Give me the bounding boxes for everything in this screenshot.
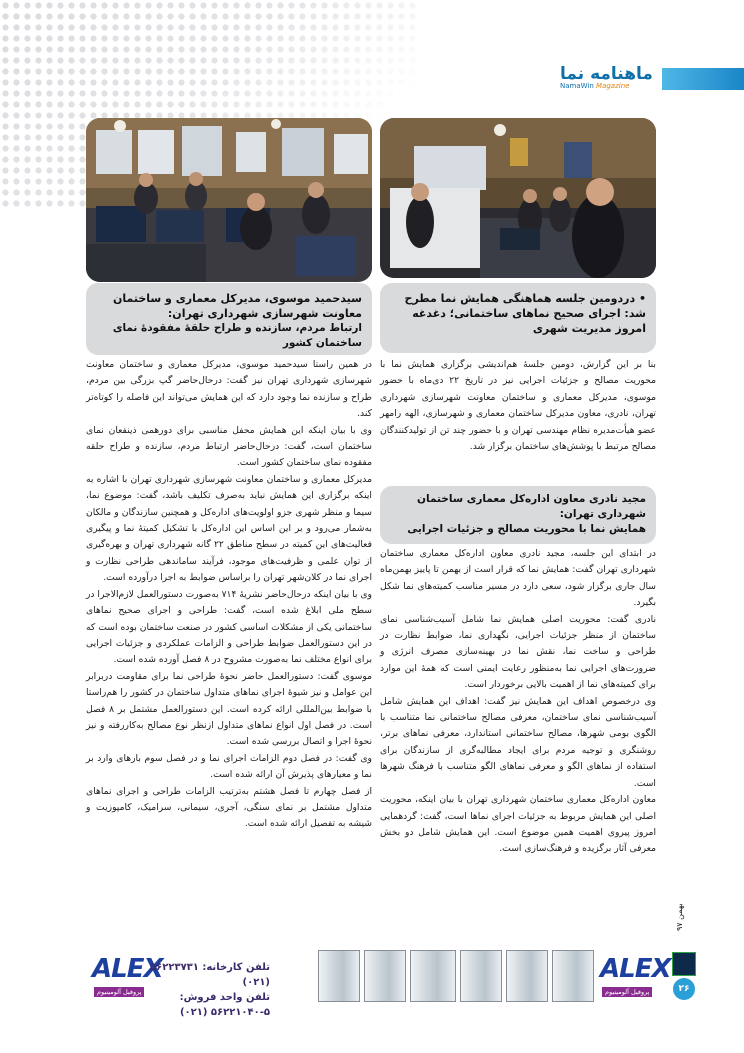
paragraph: وی در‌خصوص اهداف این همایش نیز گفت: اهداف این همایش شامل آسیب‌شناسی نمای ساختمان، معرفی مصالح ساختمانی نما متناسب با الگوی بومی شهرها، مصالح ساختمانی استاندارد، معرفی نماهای برتر، روشنگری و توجیه مردم برای ایجاد مطالبه‌گری از سازندگان برای استفاده از نماهای الگو و معرفی نماهای الگو متناسب با فرهنگ شهرها است. <box>380 695 656 789</box>
meeting-photo-left <box>86 118 372 282</box>
contact-phones <box>150 960 270 1020</box>
photo-caption-right <box>380 283 656 353</box>
caption-left-line1: سید‌حمید موسوی، مدیر‌کل معماری و ساختمان معاونت شهرسازی شهرداری تهران: <box>112 292 362 320</box>
paragraph: در همین راستا سید‌حمید موسوی، مدیر‌کل معماری و ساختمان معاونت شهرسازی شهرداری تهران نیز گفت: در‌حال‌حاضر گپ بزرگی بین مردم، طراح و سازنده نما وجود دارد که این همایش می‌تواند این فاصله را کوتاه‌تر کند. <box>86 359 372 420</box>
article-column-right-top <box>380 357 656 455</box>
brand-sub-right: پروفیل آلومینیوم <box>602 987 652 997</box>
paragraph: از فصل چهارم تا فصل هشتم به‌ترتیب الزامات طراحی و اجرای نماهای متداول مشتمل بر نمای سنگی، آجری، سیمانی، سرامیک، کامپوزیت و شیشه به تفصیل ارائه شده است. <box>86 785 372 830</box>
paragraph: نادری گفت: محوریت اصلی همایش نما شامل آسیب‌شناسی نمای ساختمان از منظر جزئیات اجرایی، نگهداری نما، ضوابط نظارت در طراحی و ساخت نما، نقش نما در بهینه‌سازی مصرف انرژی و ضرورت‌های اجرایی نما به‌منظور رعایت ایمنی است که همۀ این موارد برای کمیته‌های نما از اهمیت بالایی برخوردار است. <box>380 613 656 691</box>
article-column-left <box>86 357 372 833</box>
caption-right-line1: • در‌دومین جلسه هماهنگی همایش نما مطرح شد: اجرای صحیح نماهای ساختمانی؛ دغدغه امروز مدیریت شهری <box>404 292 646 335</box>
paragraph: در ابتدای این جلسه، مجید نادری معاون اداره‌کل معماری ساختمان شهرداری تهران گفت: همایش نما که قرار است از بهمن تا پاییز بهمن‌ماه سال جاری برگزار شود، سعی دارد در مسیر مناسب کمیته‌های نما شکل بگیرد. <box>380 548 656 609</box>
magazine-word: Magazine <box>596 82 630 90</box>
photo-caption-left <box>86 283 372 355</box>
section-subhead <box>380 486 656 544</box>
magazine-title: ماهنامه نما <box>560 64 653 84</box>
paragraph: وی گفت: در فصل دوم الزامات اجرای نما و در فصل سوم بارهای وارد بر نما و معیارهای پذیرش آن ارائه شده است. <box>86 752 372 781</box>
caption-left-line2: ارتباط مردم، سازنده و طراح حلقۀ مفقودۀ نمای ساختمان کشور <box>112 322 362 349</box>
site-label: NamaWin <box>560 82 594 90</box>
brand-logo-left: ALEX <box>92 954 163 984</box>
magazine-header <box>520 64 744 94</box>
subhead-line1: مجید نادری معاون اداره‌کل معماری ساختمان شهرداری تهران: <box>417 493 646 520</box>
meeting-photo-right <box>380 118 656 278</box>
window-profile-image <box>318 950 360 1002</box>
paragraph: معاون اداره‌کل معماری ساختمان شهرداری تهران با بیان اینکه، محوریت اصلی این همایش مربوط به جزئیات اجرای نماها است، گفت: گردهمایی امروز پیروی اهمیت همین موضوع است. این همایش شامل دو بخش معرفی آثار برگزیده و فرهنگ‌سازی است. <box>380 794 656 855</box>
factory-phone: تلفن کارخانه: ۵۶۲۲۳۷۳۱ (۰۲۱) <box>150 962 270 988</box>
window-profile-image <box>364 950 406 1002</box>
brand-logo-right: ALEX <box>600 954 671 984</box>
magazine-subtitle <box>560 82 629 90</box>
brand-sub-left: پروفیل آلومینیوم <box>94 987 144 997</box>
header-color-bar <box>662 68 744 90</box>
paragraph: وی با بیان اینکه در‌حال‌حاضر نشریۀ ۷۱۴ به‌صورت دستورالعمل لازم‌الاجرا در سطح ملی ابلاغ شده است، گفت: طراحی و اجرای صحیح نماهای ساختمانی یکی از مشکلات اساسی کشور در صنعت ساختمان بوده است که در این دستورالعمل ضوابط طراحی و الزامات عملکردی و جزئیات اجرایی برای انواع مختلف نما به‌صورت مشروح در ۸ فصل آورده شده است. <box>85 588 372 666</box>
paragraph: بنا بر این گزارش، دومین جلسۀ هم‌اندیشی برگزاری همایش نما با محوریت مصالح و جزئیات اجرایی نیز در تاریخ ۲۲ دی‌ماه با حضور موسوی، مدیرکل معماری و ساختمان معاونت شهرسازی شهرداری تهران، نادری، معاون مدیر‌کل ساختمان معماری و شهرسازی، الهه رامهر عضو هیأت‌مدیره نظام مهندسی تهران و با حضور چند تن از تولیدکنندگان مصالح مرتبط با پوشش‌های ساختمان برگزار شد. <box>380 359 657 453</box>
subhead-line2: همایش نما با محوریت مصالح و جزئیات اجرایی <box>407 523 646 535</box>
window-profile-image <box>552 950 594 1002</box>
paragraph: موسوی گفت: دستورالعمل حاضر نحوۀ طراحی نما برای مقاومت در‌برابر این عوامل و نیز شیوۀ اجرای نماهای متداول ساختمان در کشور را هم‌راستا با ضوابط بین‌المللی ارائه کرده است. این دستورالعمل مشتمل بر ۸ فصل است. در فصل اول انواع نماهای متداول از‌نظر نوع مصالح به‌کاررفته و نیز نحوۀ اجرا و اتصال بررسی شده است. <box>86 670 372 748</box>
issue-date-tag: بهمن ۹۷ <box>675 903 684 931</box>
article-column-right-bottom <box>380 546 656 858</box>
paragraph: مدیر‌کل معماری و ساختمان معاونت شهرسازی شهرداری تهران با اشاره به اینکه برگزاری این همایش نباید به‌صرف تکلیف باشد، گفت: موضوع نما، سیما و منظر شهری جزو اولویت‌های اداره‌کل و همچنین سازندگان و مالکان به‌شمار می‌رود و بر این اساس این اداره‌کل با تشکیل کمیتۀ نما و پیگیری فعالیت‌های این کمیته در سطح مناطق ۲۲ گانه شهرداری تهران و بهره‌گیری از توان علمی و ظرفیت‌های موجود، فرآیند ساماندهی طراحی نظارت و اجرای نما در کلان‌شهر تهران را بر‌اساس ضوابط به اجرا درآورده است. <box>86 473 373 584</box>
sales-phone: تلفن واحد فروش: ۵-۵۶۲۲۱۰۴۰ (۰۲۱) <box>179 992 270 1018</box>
magazine-logo-icon <box>672 952 696 976</box>
window-profile-image <box>410 950 456 1002</box>
window-profile-image <box>506 950 548 1002</box>
window-profile-image <box>460 950 502 1002</box>
paragraph: وی با بیان اینکه این همایش محفل مناسبی برای دورهمی ذینفعان نمای ساختمان است، گفت: در‌حال‌حاضر ارتباط مردم، سازنده و طراح حلقه مفقوده نمای ساختمان کشور است. <box>86 424 372 469</box>
page-number: ۲۶ <box>673 978 695 1000</box>
